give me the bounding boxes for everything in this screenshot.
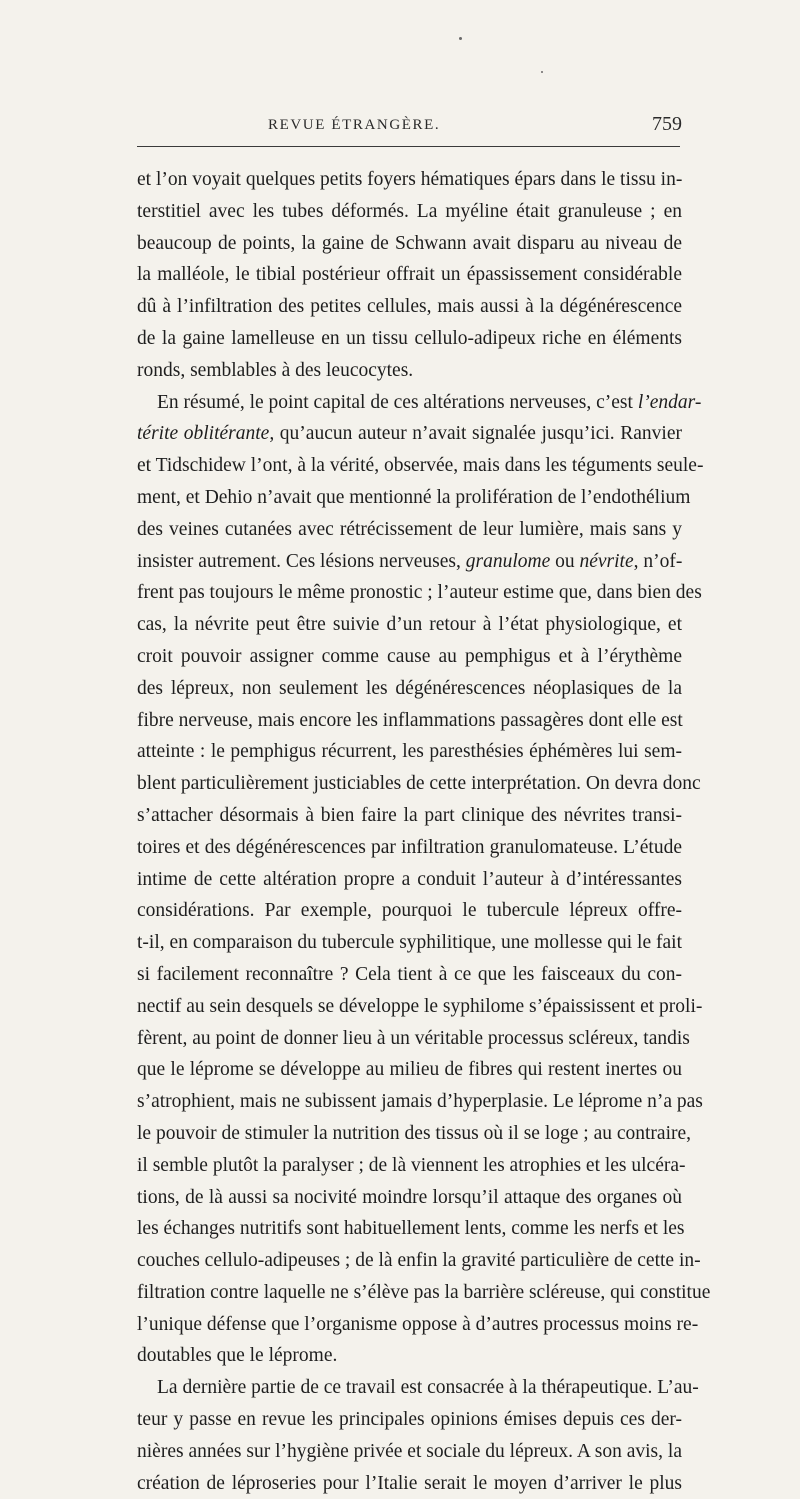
text-line: ronds, semblables à des leucocytes. [137,359,414,381]
emphasized-text: l’endar- [637,391,702,413]
emphasized-text: névrite [579,550,634,572]
running-title: REVUE ÉTRANGÈRE. [268,117,441,133]
paper-speck [459,37,462,40]
text-line: la malléole, le tibial postérieur offrait un épassissement considérable [137,264,682,286]
text-line: il semble plutôt la paralyser ; de là viennent les atrophies et les ulcéra- [137,1154,686,1176]
running-header [0,113,800,141]
text-line: t-il, en comparaison du tubercule syphilitique, une mollesse qui le fait [137,932,682,954]
text-line: filtration contre laquelle ne s’élève pas la barrière scléreuse, qui constitue [137,1281,711,1303]
text-line: beaucoup de points, la gaine de Schwann avait disparu au niveau de [137,232,682,254]
text-line: considérations. Par exemple, pourquoi le tubercule lépreux offre- [137,900,682,922]
text-line: et Tidschidew l’ont, à la vérité, observée, mais dans les téguments seule- [137,455,704,477]
text-line: et l’on voyait quelques petits foyers hématiques épars dans le tissu in- [137,169,683,190]
text-line: La dernière partie de ce travail est consacrée à la thérapeutique. L’au- [157,1377,699,1399]
text-line: le pouvoir de stimuler la nutrition des tissus où il se loge ; au contraire, [137,1122,692,1144]
text-line: l’unique défense que l’organisme oppose à d’autres processus moins re- [137,1313,699,1335]
text-line: des veines cutanées avec rétrécissement de leur lumière, mais sans y [137,518,682,540]
text-line: ment, et Dehio n’avait que mentionné la prolifération de l’endothélium [137,486,691,508]
text-line: atteinte : le pemphigus récurrent, les paresthésies éphémères lui sem- [137,741,682,763]
text-line: que le lépromе se développe au milieu de fibres qui restent inertes ou [137,1059,682,1081]
text-line [137,546,682,578]
text-line: dû à l’infiltration des petites cellules, mais aussi à la dégénérescence [137,296,682,318]
text-line: s’atrophient, mais ne subissent jamais d’hyperplasie. Le léprome n’a pas [137,1091,703,1113]
paper-speck [541,71,543,73]
page-number: 759 [652,113,682,135]
text-line: création de léproseries pour l’Italie serait le moyen d’arriver le plus [137,1472,682,1494]
text-line: teur y passe en revue les principales opinions émises depuis ces der- [137,1409,682,1431]
text-run: En résumé, le point capital de ces altérations nerveuses, c’est [157,391,638,413]
text-line: toires et des dégénérescences par infiltration granulomateuse. L’étude [137,836,682,858]
body-text [137,164,711,1499]
text-line: frent pas toujours le même pronostic ; l’auteur estime que, dans bien des [137,582,702,604]
text-line [137,387,702,419]
text-line: couches cellulo-adipeuses ; de là enfin la gravité particulière de cette in- [137,1250,701,1272]
text-line: des lépreux, non seulement les dégénérescences néoplasiques de la [137,677,682,699]
header-rule [137,146,680,147]
text-line: nectif au sein desquels se développe le syphilome s’épaississent et proli- [137,995,703,1017]
text-line: fèrent, au point de donner lieu à un véritable processus scléreux, tandis [137,1027,690,1049]
text-line: tions, de là aussi sa nocivité moindre lorsqu’il attaque des organes où [137,1186,682,1208]
text-line: croit pouvoir assigner comme cause au pemphigus et à l’érythème [137,645,682,667]
text-run: insister autrement. Ces lésions nerveuses, [137,550,466,572]
text-line: de la gaine lamelleuse en un tissu cellulo-adipeux riche en éléments [137,327,682,349]
text-line: blent particulièrement justiciables de cette interprétation. On devra donc [137,773,701,795]
text-line: terstitiel avec les tubes déformés. La myéline était granuleuse ; en [137,200,682,222]
text-line: cas, la névrite peut être suivie d’un retour à l’état physiologique, et [137,614,682,636]
text-line: intime de cette altération propre a conduit l’auteur à d’intéressantes [137,868,682,890]
text-line: nières années sur l’hygiène privée et sociale du lépreux. A son avis, la [137,1440,682,1462]
text-line: les échanges nutritifs sont habituellement lents, comme les nerfs et les [137,1218,685,1240]
text-run: , n’of- [633,550,683,572]
emphasized-text: granulome [465,550,551,572]
text-line [137,418,682,450]
text-run: ou [550,550,580,572]
text-run: qu’aucun auteur n’avait signalée jusqu’ici. Ranvier [274,423,682,445]
emphasized-text: térite oblitérante, [137,423,275,445]
text-line: fibre nerveuse, mais encore les inflammations passagères dont elle est [137,709,683,731]
text-line: s’attacher désormais à bien faire la part clinique des névrites transi- [137,804,682,826]
text-line: si facilement reconnaître ? Cela tient à ce que les faisceaux du con- [137,963,682,985]
text-line: doutables que le léprome. [137,1345,338,1367]
